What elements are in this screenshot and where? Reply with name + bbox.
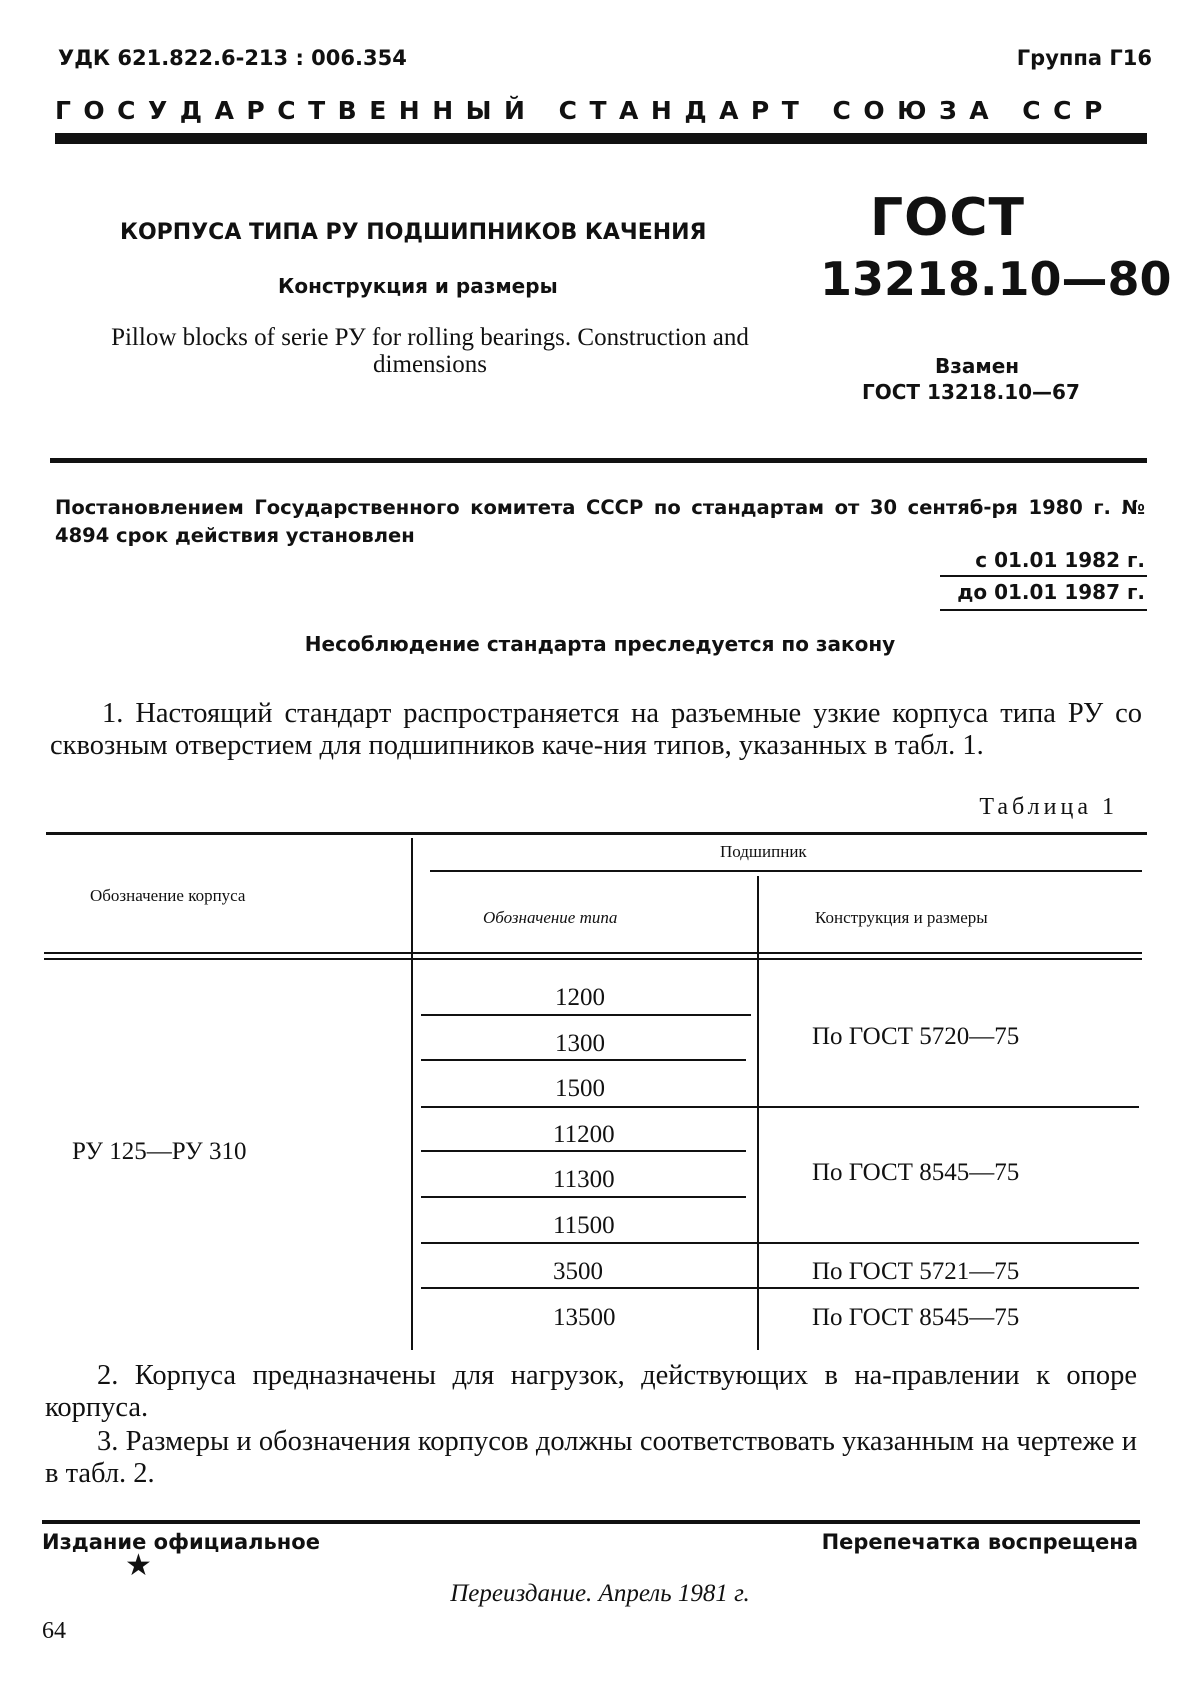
org-title: ГОСУДАРСТВЕННЫЙ СТАНДАРТ СОЮЗА ССР — [55, 96, 1115, 125]
page-number: 64 — [42, 1618, 66, 1644]
type-cell: 1300 — [555, 1030, 605, 1057]
document-subtitle: Конструкция и размеры — [278, 274, 558, 298]
reprint-ban-note: Перепечатка воспрещена — [821, 1530, 1138, 1554]
type-row-rule — [421, 1014, 751, 1016]
type-cell: 1500 — [555, 1075, 605, 1102]
replaces-label: Взамен — [935, 354, 1020, 378]
bearing-header-rule — [430, 870, 1142, 872]
paragraph-1: 1. Настоящий стандарт распространяется на разъемные узкие корпуса типа РУ со сквозным отверстием для подшипников каче-ния типов, указанных в табл. 1. — [50, 698, 1142, 761]
valid-to: до 01.01 1987 г. — [957, 580, 1145, 604]
header-rule — [55, 133, 1147, 144]
type-cell: 3500 — [553, 1258, 603, 1285]
table-col-divider-2 — [757, 876, 759, 1350]
star-icon: ★ — [125, 1548, 152, 1583]
type-cell: 1200 — [555, 984, 605, 1011]
group-rule — [421, 1242, 1139, 1244]
table-top-rule — [46, 832, 1147, 835]
design-cell: По ГОСТ 5721—75 — [812, 1258, 1020, 1285]
replaced-standard: ГОСТ 13218.10—67 — [862, 380, 1080, 404]
type-cell: 11300 — [553, 1166, 615, 1193]
header-double-rule-2 — [44, 958, 1142, 960]
valid-from: с 01.01 1982 г. — [975, 548, 1145, 572]
housing-value: РУ 125—РУ 310 — [72, 1138, 247, 1165]
design-cell: По ГОСТ 8545—75 — [812, 1304, 1020, 1331]
header-housing: Обозначение корпуса — [90, 886, 246, 905]
paragraph-3: 3. Размеры и обозначения корпусов должны соответствовать указанным на чертеже и в табл. 2. — [45, 1426, 1137, 1489]
header-bearing: Подшипник — [720, 842, 807, 861]
type-cell: 11200 — [553, 1121, 615, 1148]
legal-warning: Несоблюдение стандарта преследуется по закону — [304, 632, 896, 656]
type-row-rule — [421, 1150, 746, 1152]
group-rule — [421, 1106, 1139, 1108]
design-cell: По ГОСТ 5720—75 — [812, 1023, 1020, 1050]
header-double-rule-1 — [44, 952, 1142, 954]
table-caption: Таблица 1 — [979, 794, 1118, 820]
reissue-note: Переиздание. Апрель 1981 г. — [450, 1580, 750, 1607]
group-rule — [421, 1287, 1139, 1289]
paragraph-2: 2. Корпуса предназначены для нагрузок, действующих в на-правлении к опоре корпуса. — [45, 1360, 1137, 1423]
type-row-rule — [421, 1059, 746, 1061]
type-cell: 13500 — [553, 1304, 616, 1331]
group-code: Группа Г16 — [1016, 46, 1152, 70]
design-cell: По ГОСТ 8545—75 — [812, 1159, 1020, 1186]
table-col-divider-1 — [411, 838, 413, 1350]
gost-label: ГОСТ — [870, 188, 1025, 248]
header-design: Конструкция и размеры — [815, 908, 988, 927]
header-type: Обозначение типа — [483, 908, 618, 927]
edition-note: Издание официальное — [42, 1530, 320, 1554]
type-row-rule — [421, 1196, 746, 1198]
decree-text: Постановлением Государственного комитета СССР по стандартам от 30 сентяб-ря 1980 г. № 4894 срок действия установлен — [55, 496, 1145, 547]
footer-rule — [42, 1520, 1140, 1524]
valid-to-underline — [940, 609, 1147, 611]
valid-from-underline — [940, 575, 1147, 577]
document-title: КОРПУСА ТИПА РУ ПОДШИПНИКОВ КАЧЕНИЯ — [120, 220, 707, 245]
type-cell: 11500 — [553, 1212, 615, 1239]
udk-code: УДК 621.822.6-213 : 006.354 — [58, 46, 407, 70]
title-rule — [50, 458, 1147, 463]
english-title: Pillow blocks of serie РУ for rolling bearings. Construction and dimensions — [111, 324, 749, 378]
gost-number: 13218.10—80 — [820, 252, 1172, 306]
